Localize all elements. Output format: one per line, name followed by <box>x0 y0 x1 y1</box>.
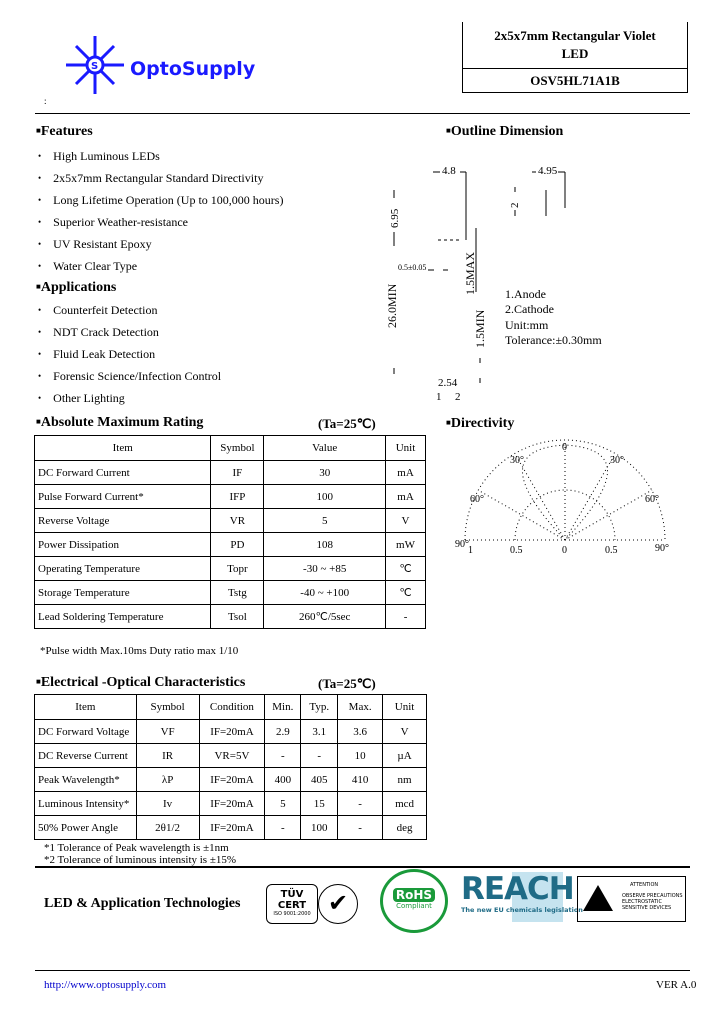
applications-list <box>38 299 221 409</box>
product-title-2: LED <box>561 46 589 61</box>
list-item: • Fluid Leak Detection <box>38 343 221 365</box>
reach-badge <box>461 871 583 922</box>
table-cell: IF=20mA <box>199 720 265 744</box>
reach-sub: The new EU chemicals legislation <box>461 906 583 914</box>
table-cell: 2.9 <box>265 720 301 744</box>
note: 2.Cathode <box>505 302 554 316</box>
table-cell: Operating Temperature <box>35 557 211 581</box>
table-cell: mA <box>386 485 426 509</box>
features-list <box>38 145 283 277</box>
table-cell: DC Forward Voltage <box>35 720 137 744</box>
col-header: Typ. <box>301 695 338 720</box>
table-row <box>35 744 427 768</box>
table-cell: Tstg <box>211 581 264 605</box>
pin-2: 2 <box>455 391 461 403</box>
table-cell: µA <box>383 744 427 768</box>
table-cell: Reverse Voltage <box>35 509 211 533</box>
col-header: Unit <box>386 436 426 461</box>
dim-depth: 4.95 <box>538 165 558 177</box>
col-header: Unit <box>383 695 427 720</box>
abs-max-note: *Pulse width Max.10ms Duty ratio max 1/10 <box>40 645 239 657</box>
table-row <box>35 533 426 557</box>
list-item: • UV Resistant Epoxy <box>38 233 283 255</box>
attention-text: ATTENTION <box>630 882 659 888</box>
scale-label: 0.5 <box>605 545 618 556</box>
table-cell: ℃ <box>386 581 426 605</box>
scale-label: 0 <box>562 545 567 556</box>
table-row <box>35 461 426 485</box>
table-cell: nm <box>383 768 427 792</box>
col-header: Min. <box>265 695 301 720</box>
table-cell: 30 <box>264 461 386 485</box>
table-cell: 108 <box>264 533 386 557</box>
table-cell: Iv <box>136 792 199 816</box>
table-cell: VR <box>211 509 264 533</box>
reach-text: REACH <box>461 871 574 907</box>
tuv-text: TÜV CERT <box>277 889 307 911</box>
table-cell: -30 ~ +85 <box>264 557 386 581</box>
table-cell: 50% Power Angle <box>35 816 137 840</box>
product-title: 2x5x7mm Rectangular Violet <box>494 28 656 43</box>
table-cell: IR <box>136 744 199 768</box>
table-cell: 3.6 <box>338 720 383 744</box>
esd-attention-badge <box>577 876 686 922</box>
table-cell: 405 <box>301 768 338 792</box>
list-item: • Other Lighting <box>38 387 221 409</box>
table-cell: 2θ1/2 <box>136 816 199 840</box>
logo-sun-icon <box>64 34 126 96</box>
table-cell: Pulse Forward Current* <box>35 485 211 509</box>
directivity-heading: ■ Directivity <box>446 416 514 432</box>
abs-max-table <box>34 435 426 629</box>
table-cell: Storage Temperature <box>35 581 211 605</box>
table-cell: - <box>338 792 383 816</box>
angle-label: 30° <box>510 455 524 466</box>
footer-divider <box>35 866 690 868</box>
table-cell: - <box>338 816 383 840</box>
angle-label: 60° <box>645 494 659 505</box>
table-cell: 100 <box>301 816 338 840</box>
table-cell: Power Dissipation <box>35 533 211 557</box>
table-cell: 5 <box>264 509 386 533</box>
table-cell: - <box>301 744 338 768</box>
table-cell: λP <box>136 768 199 792</box>
checkmark-icon: ✔ <box>318 884 358 924</box>
table-row <box>35 768 427 792</box>
table-row <box>35 720 427 744</box>
table-cell: - <box>265 744 301 768</box>
title-box <box>462 22 688 93</box>
esd-warning-icon <box>583 885 613 911</box>
table-cell: 3.1 <box>301 720 338 744</box>
list-item: • Counterfeit Detection <box>38 299 221 321</box>
tuv-badge <box>266 884 318 924</box>
table-cell: Topr <box>211 557 264 581</box>
dim-height: 6.95 <box>389 208 401 228</box>
attention-line: OBSERVE PRECAUTIONS <box>622 893 683 899</box>
table-cell: -40 ~ +100 <box>264 581 386 605</box>
table-cell: mcd <box>383 792 427 816</box>
list-item: • Superior Weather-resistance <box>38 211 283 233</box>
table-cell: IF=20mA <box>199 816 265 840</box>
col-header: Max. <box>338 695 383 720</box>
rohs-sub: Compliant <box>396 902 432 910</box>
table-row <box>35 581 426 605</box>
list-item: • 2x5x7mm Rectangular Standard Directivity <box>38 167 283 189</box>
eo-heading: ■ Electrical -Optical Characteristics <box>36 675 245 691</box>
table-row <box>35 509 426 533</box>
note: Unit:mm <box>505 318 549 332</box>
table-cell: - <box>386 605 426 629</box>
applications-heading: ■ Applications <box>36 280 116 296</box>
list-item: • High Luminous LEDs <box>38 145 283 167</box>
list-item: • Water Clear Type <box>38 255 283 277</box>
attention-line: SENSITIVE DEVICES <box>622 905 672 911</box>
table-cell: mA <box>386 461 426 485</box>
col-header: Condition <box>199 695 265 720</box>
table-cell: 260℃/5sec <box>264 605 386 629</box>
eo-note: *2 Tolerance of luminous intensity is ±15% <box>44 854 237 866</box>
eo-condition: (Ta=25℃) <box>318 676 376 691</box>
pin-1: 1 <box>436 391 442 403</box>
col-header: Symbol <box>211 436 264 461</box>
col-header: Item <box>35 695 137 720</box>
angle-label: 0 <box>562 442 567 453</box>
colon: : <box>44 96 47 106</box>
table-cell: 15 <box>301 792 338 816</box>
table-cell: IF=20mA <box>199 768 265 792</box>
table-row <box>35 816 427 840</box>
table-cell: V <box>386 509 426 533</box>
abs-max-heading: ■ Absolute Maximum Rating <box>36 415 203 431</box>
dim-max: 1.5MAX <box>463 251 477 295</box>
bottom-divider <box>35 970 690 971</box>
angle-label: 90° <box>455 539 469 550</box>
rohs-text: RoHS <box>393 888 435 902</box>
scale-label: 1 <box>468 545 473 556</box>
divider <box>35 113 690 114</box>
table-cell: Luminous Intensity* <box>35 792 137 816</box>
table-cell: mW <box>386 533 426 557</box>
table-cell: IFP <box>211 485 264 509</box>
table-row <box>35 792 427 816</box>
dim-pin: 0.5±0.05 <box>398 263 427 272</box>
scale-label: 0.5 <box>510 545 523 556</box>
dim-thickness: 2 <box>509 202 521 208</box>
features-heading: ■ Features <box>36 124 93 140</box>
dim-length: 26.0MIN <box>385 283 399 328</box>
table-cell: V <box>383 720 427 744</box>
note: 1.Anode <box>505 287 546 301</box>
table-cell: - <box>265 816 301 840</box>
table-cell: 5 <box>265 792 301 816</box>
angle-label: 90° <box>655 543 669 554</box>
note: Tolerance:±0.30mm <box>505 333 602 347</box>
table-header <box>35 695 427 720</box>
dim-pitch: 2.54 <box>438 377 458 389</box>
rohs-badge <box>380 869 448 933</box>
list-item: • NDT Crack Detection <box>38 321 221 343</box>
table-cell: VF <box>136 720 199 744</box>
eo-note: *1 Tolerance of Peak wavelength is ±1nm <box>44 842 229 854</box>
outline-heading: ■ Outline Dimension <box>446 124 563 140</box>
table-cell: Peak Wavelength* <box>35 768 137 792</box>
tuv-sub: ISO 9001:2000 <box>273 911 311 917</box>
attention-line: ELECTROSTATIC <box>622 899 662 905</box>
table-cell: VR=5V <box>199 744 265 768</box>
table-cell: IF <box>211 461 264 485</box>
directivity-polar-plot <box>440 430 680 560</box>
table-cell: 400 <box>265 768 301 792</box>
abs-max-condition: (Ta=25℃) <box>318 416 376 431</box>
svg-text:S: S <box>91 61 99 72</box>
table-cell: Tsol <box>211 605 264 629</box>
version-label: VER A.0 <box>656 979 697 991</box>
table-cell: 410 <box>338 768 383 792</box>
table-row <box>35 557 426 581</box>
table-cell: DC Forward Current <box>35 461 211 485</box>
col-header: Value <box>264 436 386 461</box>
table-cell: DC Reverse Current <box>35 744 137 768</box>
eo-table <box>34 694 427 840</box>
table-cell: Lead Soldering Temperature <box>35 605 211 629</box>
dim-width: 4.8 <box>442 165 456 177</box>
website-link[interactable]: http://www.optosupply.com <box>44 979 167 991</box>
company-tagline: LED & Application Technologies <box>44 896 241 911</box>
part-number: OSV5HL71A1B <box>530 73 620 88</box>
table-header <box>35 436 426 461</box>
table-row <box>35 485 426 509</box>
table-cell: 10 <box>338 744 383 768</box>
col-header: Symbol <box>136 695 199 720</box>
angle-label: 30° <box>610 455 624 466</box>
table-cell: 100 <box>264 485 386 509</box>
col-header: Item <box>35 436 211 461</box>
dim-min: 1.5MIN <box>473 309 487 348</box>
table-cell: deg <box>383 816 427 840</box>
table-cell: PD <box>211 533 264 557</box>
angle-label: 60° <box>470 494 484 505</box>
outline-drawing <box>380 150 620 410</box>
table-row <box>35 605 426 629</box>
list-item: • Long Lifetime Operation (Up to 100,000 hours) <box>38 189 283 211</box>
logo-text: OptoSupply <box>130 58 256 80</box>
table-cell: ℃ <box>386 557 426 581</box>
list-item: • Forensic Science/Infection Control <box>38 365 221 387</box>
table-cell: IF=20mA <box>199 792 265 816</box>
